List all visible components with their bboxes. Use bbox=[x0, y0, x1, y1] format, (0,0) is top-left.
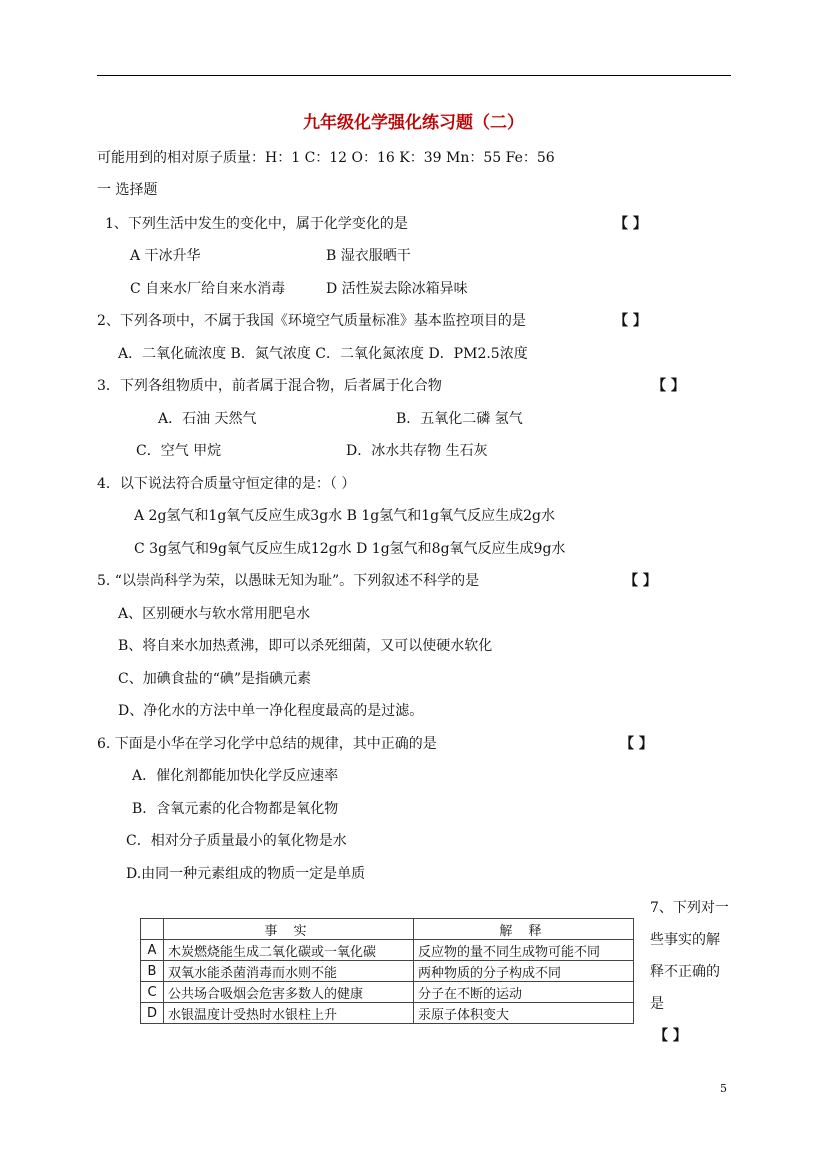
q1-option-d: D 活性炭去除冰箱异味 bbox=[326, 281, 468, 297]
q7-stem-line-1: 7、下列对一 bbox=[650, 900, 729, 916]
row-fact: 双氧水能杀菌消毒而水则不能 bbox=[164, 961, 414, 982]
q7-stem-line-4: 是 bbox=[650, 996, 664, 1012]
row-fact: 公共场合吸烟会危害多数人的健康 bbox=[164, 982, 414, 1003]
q6-stem: 6. 下面是小华在学习化学中总结的规律，其中正确的是 bbox=[97, 736, 437, 752]
q1-answer-bracket: 【 】 bbox=[614, 216, 647, 232]
row-explain: 分子在不断的运动 bbox=[413, 982, 633, 1003]
q5-answer-bracket: 【 】 bbox=[624, 573, 657, 589]
row-fact: 水银温度计受热时水银柱上升 bbox=[164, 1003, 414, 1024]
q4-options-cd: C 3g氢气和9g氧气反应生成12g水 D 1g氢气和8g氧气反应生成9g水 bbox=[134, 541, 566, 557]
row-key: D bbox=[141, 1003, 164, 1024]
q3-option-a: A．石油 天然气 bbox=[158, 411, 257, 427]
q5-stem: 5. “以崇尚科学为荣，以愚昧无知为耻”。下列叙述不科学的是 bbox=[97, 573, 480, 589]
table-header-fact: 事 实 bbox=[164, 919, 414, 940]
q4-options-ab: A 2g氢气和1g氧气反应生成3g水 B 1g氢气和1g氧气反应生成2g水 bbox=[134, 508, 555, 524]
q2-options: A．二氧化硫浓度 B．氮气浓度 C．二氧化氮浓度 D．PM2.5浓度 bbox=[118, 346, 528, 362]
q7-stem-line-2: 些事实的解 bbox=[650, 932, 720, 948]
q6-option-a: A．催化剂都能加快化学反应速率 bbox=[132, 768, 339, 784]
q7-facts-table bbox=[140, 918, 634, 1024]
q1-option-b: B 湿衣服晒干 bbox=[326, 248, 411, 264]
q2-answer-bracket: 【 】 bbox=[614, 313, 647, 329]
row-explain: 两种物质的分子构成不同 bbox=[413, 961, 633, 982]
q4-stem: 4．以下说法符合质量守恒定律的是：（ ） bbox=[97, 476, 356, 492]
page-title: 九年级化学强化练习题（二） bbox=[303, 113, 524, 133]
row-key: A bbox=[141, 940, 164, 961]
q3-option-d: D．冰水共存物 生石灰 bbox=[346, 443, 488, 459]
q5-option-a: A、区别硬水与软水常用肥皂水 bbox=[118, 606, 311, 622]
q5-option-d: D、净化水的方法中单一净化程度最高的是过滤。 bbox=[118, 703, 424, 719]
q2-stem: 2、下列各项中，不属于我国《环境空气质量标准》基本监控项目的是 bbox=[97, 313, 526, 329]
table-row bbox=[141, 961, 634, 982]
table-row bbox=[141, 940, 634, 961]
q3-stem: 3．下列各组物质中，前者属于混合物，后者属于化合物 bbox=[97, 378, 442, 394]
q6-answer-bracket: 【 】 bbox=[620, 736, 653, 752]
header-rule bbox=[97, 75, 731, 76]
table-row bbox=[141, 1003, 634, 1024]
row-fact: 木炭燃烧能生成二氧化碳或一氧化碳 bbox=[164, 940, 414, 961]
q6-option-d: D.由同一种元素组成的物质一定是单质 bbox=[126, 866, 366, 882]
q7-answer-bracket: 【 】 bbox=[654, 1028, 687, 1044]
atomic-masses: 可能用到的相对原子质量：H：1 C：12 O：16 K：39 Mn：55 Fe：56 bbox=[97, 150, 555, 166]
row-key: C bbox=[141, 982, 164, 1003]
table-header-explain: 解 释 bbox=[413, 919, 633, 940]
q1-option-c: C 自来水厂给自来水消毒 bbox=[130, 281, 286, 297]
q7-stem-line-3: 释不正确的 bbox=[650, 964, 720, 980]
q3-option-c: C．空气 甲烷 bbox=[136, 443, 222, 459]
table-header-key bbox=[141, 919, 164, 940]
table-header-row bbox=[141, 919, 634, 940]
row-explain: 汞原子体积变大 bbox=[413, 1003, 633, 1024]
q3-option-b: B．五氧化二磷 氢气 bbox=[396, 411, 523, 427]
q5-option-b: B、将自来水加热煮沸，即可以杀死细菌，又可以使硬水软化 bbox=[118, 638, 493, 654]
row-explain: 反应物的量不同生成物可能不同 bbox=[413, 940, 633, 961]
table-row bbox=[141, 982, 634, 1003]
q1-stem: 1、下列生活中发生的变化中，属于化学变化的是 bbox=[105, 216, 408, 232]
row-key: B bbox=[141, 961, 164, 982]
page-number: 5 bbox=[720, 1082, 727, 1095]
q6-option-c: C．相对分子质量最小的氧化物是水 bbox=[126, 833, 347, 849]
q6-option-b: B．含氧元素的化合物都是氧化物 bbox=[132, 801, 339, 817]
section-heading: 一 选择题 bbox=[97, 182, 158, 198]
q1-option-a: A 干冰升华 bbox=[130, 248, 201, 264]
q3-answer-bracket: 【 】 bbox=[652, 378, 685, 394]
q5-option-c: C、加碘食盐的“碘”是指碘元素 bbox=[118, 671, 312, 687]
